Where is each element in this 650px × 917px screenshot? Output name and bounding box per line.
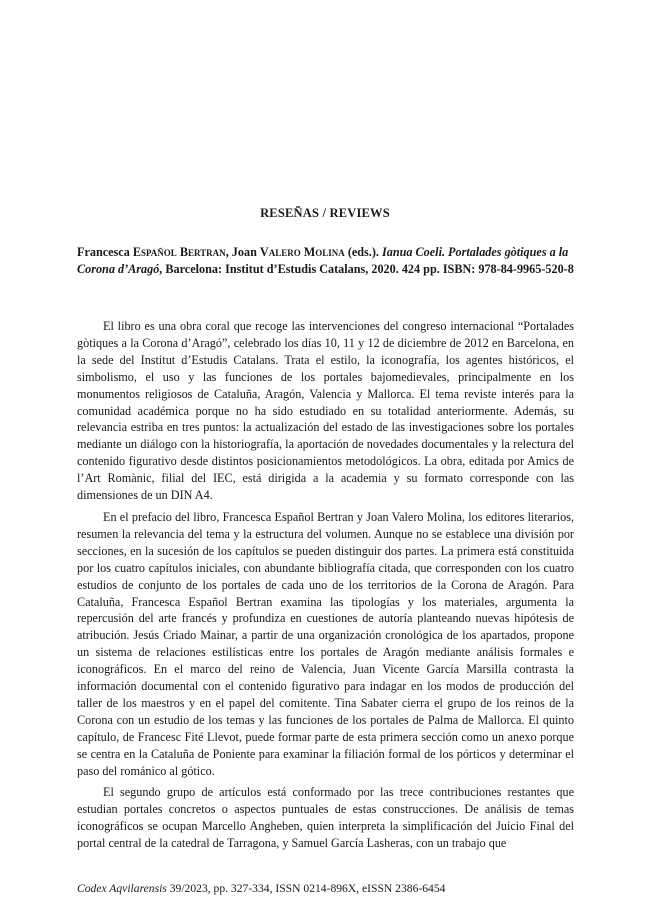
author1-last: Español Bertran — [132, 245, 226, 259]
page-footer — [77, 882, 445, 895]
editors-note: (eds.). — [344, 245, 383, 259]
paragraph-2: En el prefacio del libro, Francesca Español Bertran y Joan Valero Molina, los editores literarios, resumen la relevancia del tema y la estructura del volumen. Aunque no se establece una división por secciones, en la sucesión de los capítulos se pueden distinguir dos partes. La primera está constituida por los cuatro capítulos iniciales, con abundante bibliografía citada, que corresponden con los cuatro estudios de conjunto de los portales de cada uno de los territorios de la Corona de Aragón. Para Cataluña, Francesca Español Bertran examina las tipologías y los materiales, argumenta la repercusión del arte francés y profundiza en cuestiones de autoría planteando nuevas hipótesis de atribución. Jesús Criado Mainar, a partir de una organización cronológica de los apartados, propone un sistema de relaciones estilísticas entre los portales de Aragón mediante análisis formales e iconográficos. En el marco del reino de Valencia, Juan Vicente García Marsilla contrasta la información documental con el contenido figurativo para indagar en los modos de producción del taller de los maestros y en el papel del comitente. Tina Sabater cierra el grupo de los reinos de la Corona con un estudio de los temas y las funciones de los portales de Palma de Mallorca. El quinto capítulo, de Francesc Fité Llevot, puede formar parte de esta primera sección como un anexo porque se centra en la Cataluña de Poniente para examinar la filiación formal de los pórticos y determinar el paso del románico al gótico. — [77, 509, 574, 778]
author2-last: Valero Molina — [259, 245, 345, 259]
author1-first: Francesca — [77, 245, 133, 259]
author-separator: , — [225, 245, 232, 259]
journal-citation: 39/2023, pp. 327-334, ISSN 0214-896X, eISSN 2386-6454 — [166, 882, 446, 895]
publisher-info: , Barcelona: Institut d’Estudis Catalans, 2020. 424 pp. ISBN: 978-84-9965-520-8 — [159, 262, 574, 276]
paragraph-3: El segundo grupo de artículos está conformado por las trece contribuciones restantes que estudian portales concretos o aspectos puntuales de estas construcciones. De análisis de temas iconográficos se ocupan Marcello Angheben, quien interpreta la simplificación del Juicio Final del portal central de la catedral de Tarragona, y Samuel García Lasheras, con un trabajo que — [77, 785, 574, 851]
section-title: RESEÑAS / REVIEWS — [260, 206, 390, 220]
paragraph-1: El libro es una obra coral que recoge las intervenciones del congreso internacional “Portalades gòtiques a la Corona d’Aragó”, celebrado los días 10, 11 y 12 de diciembre de 2012 en Barcelona, en la sede del Institut d’Estudis Catalans. Trata el estilo, la iconografía, los agentes históricos, el simbolismo, el uso y las funciones de los portales bajomedievales, principalmente en los monumentos religiosos de Cataluña, Aragón, Valencia y Mallorca. El tema reviste interés para la comunidad académica porque no ha sido estudiado en su totalidad anteriormente. Además, su relevancia estriba en tres puntos: la actualización del estado de las investigaciones sobre los portales mediante un diálogo con la historiografía, la aportación de novedades documentales y la relectura del contenido figurativo desde distintos posicionamientos metodológicos. La obra, editada por Amics de l’Art Romànic, filial del IEC, está dirigida a la academia y su formato corresponde con las dimensiones de un DIN A4. — [77, 319, 574, 503]
journal-name: Codex Aqvilarensis — [77, 882, 167, 895]
book-reference — [77, 244, 574, 278]
author2-first: Joan — [231, 245, 260, 259]
review-body — [77, 318, 574, 857]
book-title: Ianua Coeli. Portalades gòtiques a la Corona d’Aragó — [77, 245, 569, 276]
